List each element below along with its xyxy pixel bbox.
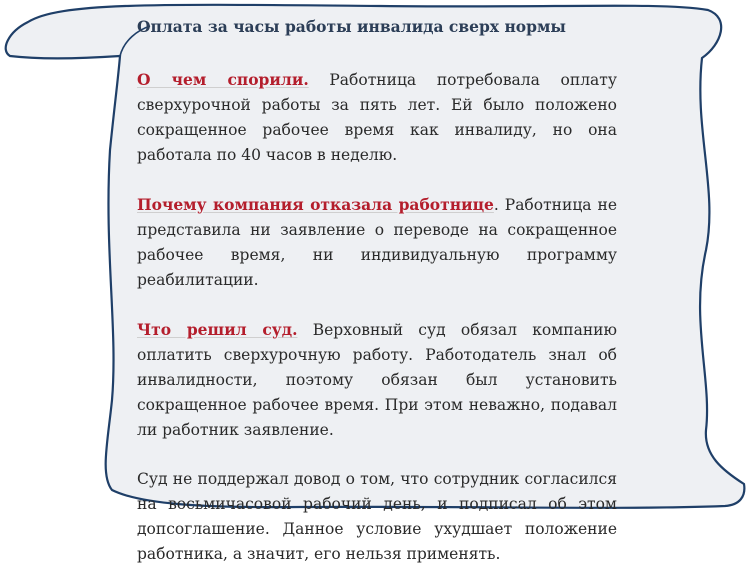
section-court-decision (137, 317, 617, 443)
article-body (137, 14, 617, 567)
section-lead: Почему компания отказала работнице (137, 195, 494, 214)
section-lead: О чем спорили. (137, 70, 309, 89)
section-why-refused (137, 192, 617, 293)
section-text: Работница потребовала оплату сверхурочной работы за пять лет. Ей было положено сокращенное рабочее время как инвалиду, но она работала по 40 часов в неделю. (137, 71, 617, 164)
section-lead: Что решил суд. (137, 320, 298, 339)
closing-paragraph: Суд не поддержал довод о том, что сотрудник согласился на восьмичасовой рабочий день, и подписал об этом допсоглашение. Данное условие ухудшает положение работника, а значит, его нельзя применять. (137, 470, 617, 563)
article-title: Оплата за часы работы инвалида сверх нормы (137, 17, 566, 36)
section-text: Верховный суд обязал компанию оплатить сверхурочную работу. Работодатель знал об инвалидности, поэтому обязан был установить сокращенное рабочее время. При этом неважно, подавал ли работник заявление. (137, 321, 617, 439)
section-what-disputed (137, 67, 617, 168)
section-text: . Работница не представила ни заявление о переводе на сокращенное рабочее время, ни индивидуальную программу реабилитации. (137, 196, 617, 289)
